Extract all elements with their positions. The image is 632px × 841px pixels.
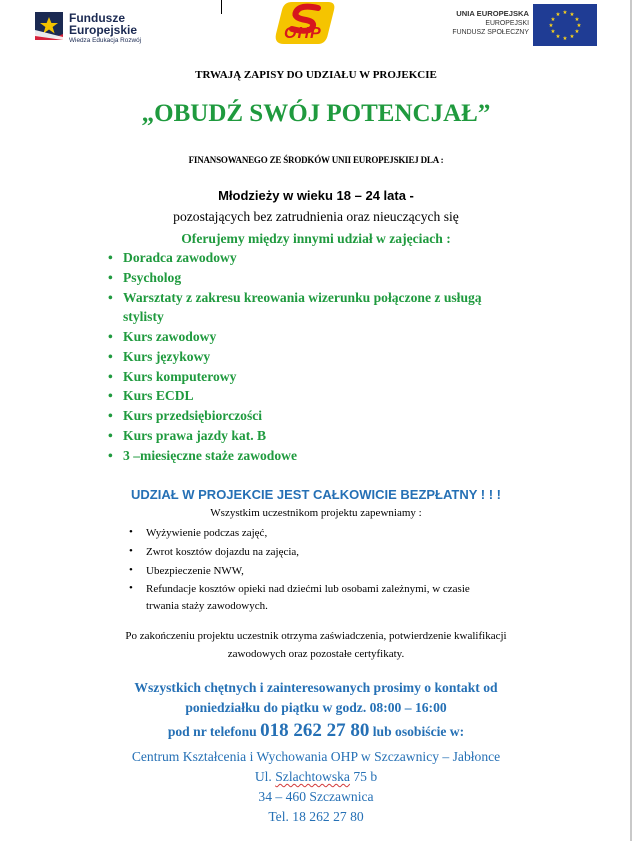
bullet-icon: • (129, 526, 133, 538)
bullet-icon: • (108, 270, 113, 285)
bullet-icon: • (108, 290, 113, 305)
ue-logo-line2: EUROPEJSKI (485, 20, 529, 27)
phone-number: 018 262 27 80 (260, 720, 370, 741)
bullet-icon: • (108, 448, 113, 463)
bullet-icon: • (108, 369, 113, 384)
fe-logo-line2: Europejskie (69, 23, 138, 37)
bullet-icon: • (108, 329, 113, 344)
svg-text:★: ★ (574, 29, 580, 35)
contact-line1: Wszystkich chętnych i zainteresowanych prosimy o kontakt od (134, 680, 498, 695)
svg-text:★: ★ (548, 23, 554, 29)
certificates-line2: zawodowych oraz pozostałe certyfikaty. (227, 648, 405, 660)
ue-logo-line3: FUNDUSZ SPOŁECZNY (452, 29, 529, 36)
svg-text:★: ★ (562, 10, 568, 16)
bullet-icon: • (129, 582, 133, 594)
financing-line: FINANSOWANEGO ZE ŚRODKÓW UNII EUROPEJSKIEJ DLA : (188, 155, 444, 165)
certificates-line1: Po zakończeniu projektu uczestnik otrzyma zaświadczenia, potwierdzenie kwalifikacji (125, 630, 507, 642)
bullet-icon: • (108, 349, 113, 364)
contact-phone-line: pod nr telefonu 018 262 27 80 lub osobiście w: (167, 720, 465, 741)
fe-logo-tagline: Wiedza Edukacja Rozwój (69, 37, 142, 44)
ohp-logo (270, 0, 342, 46)
svg-text:★: ★ (555, 34, 561, 40)
svg-text:★: ★ (562, 36, 568, 42)
contact-tel: Tel. 18 262 27 80 (268, 809, 364, 824)
bullet-icon: • (108, 250, 113, 265)
svg-text:★: ★ (555, 12, 561, 18)
contact-line2: poniedziałku do piątku w godz. 08:00 – 16:00 (185, 700, 447, 715)
street-name: Szlachtowska (275, 769, 350, 784)
free-heading: UDZIAŁ W PROJEKCIE JEST CAŁKOWICIE BEZPŁATNY ! ! ! (130, 487, 502, 502)
bullet-icon: • (129, 564, 133, 576)
svg-text:★: ★ (550, 17, 556, 23)
svg-text:★: ★ (569, 34, 575, 40)
intro-line: TRWAJĄ ZAPISY DO UDZIAŁU W PROJEKCIE (195, 69, 437, 81)
address-postal: 34 – 460 Szczawnica (258, 789, 374, 804)
ue-logo-line1: UNIA EUROPEJSKA (456, 9, 529, 18)
bullet-icon: • (129, 545, 133, 557)
ohp-logo-text: OHP (284, 25, 322, 42)
page-marker-line (221, 0, 222, 14)
address-street: Ul. Szlachtowska 75 b (254, 769, 378, 784)
offer-heading: Oferujemy między innymi udział w zajęciach : (181, 231, 451, 246)
svg-text:★: ★ (576, 23, 582, 29)
audience-status: pozostających bez zatrudnienia oraz nieuczących się (173, 209, 459, 224)
audience-age: Młodzieży w wieku 18 – 24 lata - (218, 188, 414, 203)
eu-social-fund-logo (432, 4, 597, 46)
fundusze-europejskie-logo (35, 10, 175, 46)
fe-star-icon (35, 10, 65, 42)
svg-text:★: ★ (574, 17, 580, 23)
bullet-icon: • (108, 388, 113, 403)
free-intro: Wszystkim uczestnikom projektu zapewniamy : (210, 507, 422, 519)
svg-text:★: ★ (550, 29, 556, 35)
fe-logo-line1: Fundusze (69, 11, 125, 25)
organization-name: Centrum Kształcenia i Wychowania OHP w Szczawnicy – Jabłonce (131, 749, 501, 764)
bullet-icon: • (108, 408, 113, 423)
svg-text:★: ★ (569, 12, 575, 18)
bullet-icon: • (108, 428, 113, 443)
eu-flag-icon (533, 4, 597, 46)
project-title: „OBUDŹ SWÓJ POTENCJAŁ” (141, 100, 491, 127)
